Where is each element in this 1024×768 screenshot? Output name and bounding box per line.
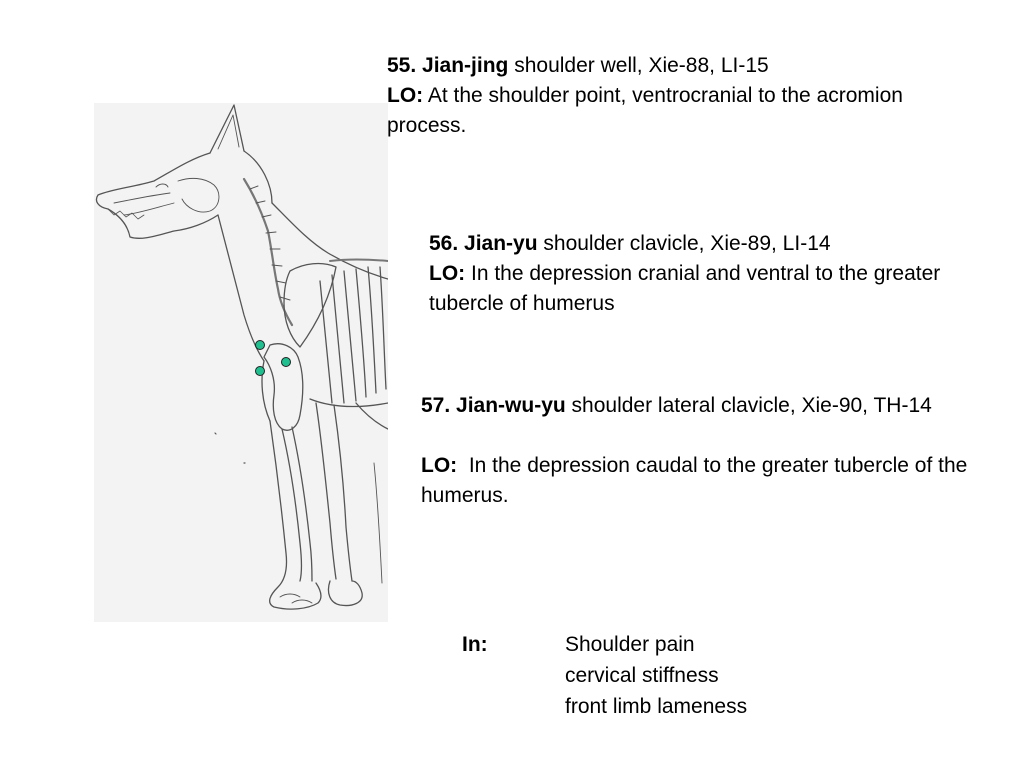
- thoracic-spine: [330, 260, 388, 262]
- dog-skeleton-illustration: [94, 103, 388, 622]
- point-heading: [387, 51, 947, 81]
- acupoint-dot-55: [255, 340, 265, 350]
- far-leg: [316, 403, 336, 579]
- hind-edge: [374, 463, 382, 583]
- acupoint-dot-57: [255, 366, 265, 376]
- rib: [368, 267, 376, 393]
- point-name: 57. Jian-wu-yu: [421, 394, 566, 417]
- location-text: At the shoulder point, ventrocranial to the acromion process.: [387, 84, 903, 137]
- spacer: [421, 421, 1001, 451]
- sternum: [310, 399, 388, 406]
- neck-back: [272, 203, 388, 279]
- point-heading: [421, 391, 1001, 421]
- point-name: 56. Jian-yu: [429, 232, 538, 255]
- point-location: [429, 259, 949, 319]
- scapula: [284, 264, 336, 347]
- rib: [332, 275, 344, 403]
- far-leg-back: [334, 405, 352, 581]
- neck-front: [218, 215, 264, 361]
- indication-item: cervical stiffness: [565, 664, 719, 687]
- point-entry-56: [429, 229, 949, 319]
- near-radius: [282, 429, 302, 581]
- location-label: LO:: [429, 262, 466, 285]
- indication-item: Shoulder pain: [565, 633, 695, 656]
- point-entry-57: [421, 391, 1001, 511]
- point-name: 55. Jian-jing: [387, 54, 509, 77]
- jaw-teeth: [108, 209, 144, 219]
- rib: [356, 269, 366, 397]
- dog-skeleton-drawing: [94, 103, 388, 622]
- location-label: LO:: [421, 454, 458, 477]
- point-entry-55: [387, 51, 947, 141]
- rib: [344, 271, 356, 401]
- point-heading: [429, 229, 949, 259]
- location-text: In the depression cranial and ventral to the greater tubercle of humerus: [429, 262, 941, 315]
- near-leg-outline: [270, 421, 321, 609]
- near-paw: [280, 594, 312, 603]
- rib: [380, 267, 386, 389]
- location-label: LO:: [387, 84, 424, 107]
- indications-list: [565, 629, 865, 722]
- point-location: [387, 81, 947, 141]
- head-outline: [96, 151, 272, 238]
- skull-details: [114, 178, 219, 215]
- indications-label: In:: [462, 633, 488, 656]
- speck: [215, 433, 245, 463]
- indication-item: front limb lameness: [565, 695, 748, 718]
- cervical-vertebrae: [244, 179, 292, 325]
- point-meaning: shoulder clavicle, Xie-89, LI-14: [537, 232, 831, 255]
- acupoint-dot-56: [281, 357, 291, 367]
- location-text: In the depression caudal to the greater tubercle of the humerus.: [421, 454, 974, 507]
- far-paw: [328, 581, 362, 606]
- point-meaning: shoulder well, Xie-88, LI-15: [508, 54, 769, 77]
- point-location: [421, 451, 1001, 511]
- point-meaning: shoulder lateral clavicle, Xie-90, TH-14: [565, 394, 932, 417]
